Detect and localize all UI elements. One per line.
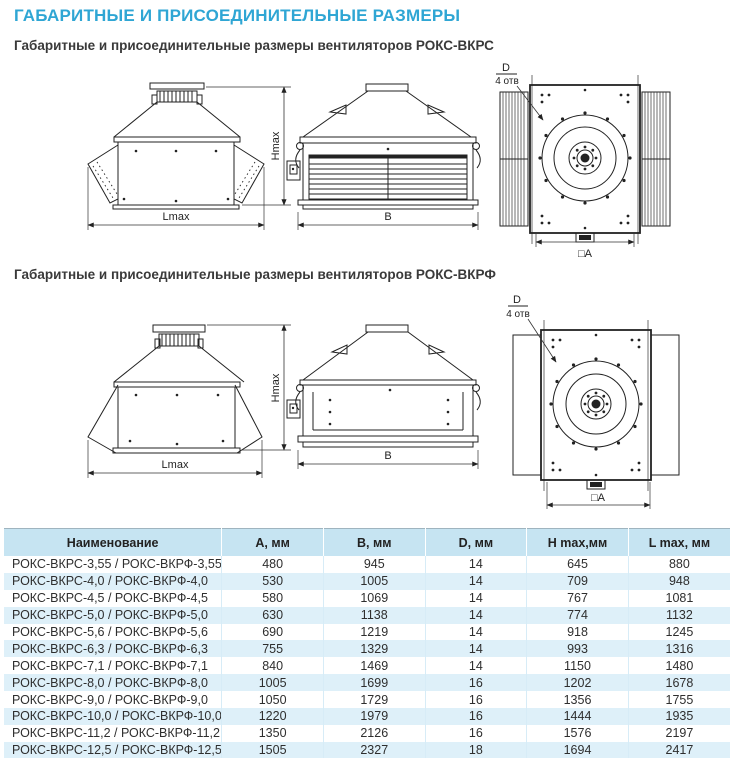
cell-dimension-value: 630: [222, 607, 324, 624]
table-row: [4, 556, 730, 573]
table-row: [4, 691, 730, 708]
cell-dimension-value: 1316: [628, 640, 730, 657]
col-header-lmax: L max, мм: [628, 529, 730, 557]
cell-dimension-value: 1694: [527, 742, 629, 758]
vkrf-top-view: [506, 294, 679, 509]
cell-dimension-value: 1935: [628, 708, 730, 725]
cell-dimension-value: 14: [425, 657, 527, 674]
col-header-b: B, мм: [323, 529, 425, 557]
cell-dimension-value: 2327: [323, 742, 425, 758]
cell-dimension-value: 14: [425, 607, 527, 624]
vkrs-top-view: [495, 62, 670, 260]
vkrf-front-view: [88, 325, 291, 478]
section-vkrs-subtitle: Габаритные и присоединительные размеры вентиляторов РОКС-ВКРС: [14, 38, 494, 53]
cell-dimension-value: 690: [222, 624, 324, 641]
vkrs-hmax-label: Hmax: [270, 131, 282, 161]
cell-dimension-value: 1245: [628, 624, 730, 641]
cell-dimension-value: 840: [222, 657, 324, 674]
cell-dimension-value: 767: [527, 590, 629, 607]
vkrs-a-label: □A: [578, 248, 592, 260]
vkrf-drawings: [0, 288, 734, 520]
cell-dimension-value: 945: [323, 556, 425, 573]
col-header-d: D, мм: [425, 529, 527, 557]
vkrs-side-view: [287, 84, 480, 230]
cell-dimension-value: 14: [425, 556, 527, 573]
cell-dimension-value: 1220: [222, 708, 324, 725]
cell-model-name: РОКС-ВКРС-9,0 / РОКС-ВКРФ-9,0: [12, 692, 208, 707]
cell-dimension-value: 16: [425, 691, 527, 708]
col-header-a: A, мм: [222, 529, 324, 557]
cell-dimension-value: 1069: [323, 590, 425, 607]
cell-dimension-value: 1505: [222, 742, 324, 758]
cell-dimension-value: 1081: [628, 590, 730, 607]
cell-dimension-value: 880: [628, 556, 730, 573]
table-row: [4, 742, 730, 758]
dimensions-table-wrap: [4, 528, 730, 758]
cell-dimension-value: 1979: [323, 708, 425, 725]
cell-dimension-value: 948: [628, 573, 730, 590]
cell-dimension-value: 1356: [527, 691, 629, 708]
cell-model-name: РОКС-ВКРС-7,1 / РОКС-ВКРФ-7,1: [12, 658, 208, 673]
cell-dimension-value: 2197: [628, 725, 730, 742]
cell-dimension-value: 1329: [323, 640, 425, 657]
cell-dimension-value: 2126: [323, 725, 425, 742]
cell-dimension-value: 14: [425, 573, 527, 590]
vkrf-side-view: [287, 325, 480, 469]
cell-dimension-value: 580: [222, 590, 324, 607]
cell-dimension-value: 14: [425, 624, 527, 641]
cell-dimension-value: 1350: [222, 725, 324, 742]
vkrf-d-label: D: [513, 294, 521, 306]
cell-dimension-value: 1444: [527, 708, 629, 725]
vkrf-a-label: □A: [591, 492, 605, 504]
vkrf-holes-label: 4 отв: [506, 309, 530, 320]
cell-dimension-value: 2417: [628, 742, 730, 758]
cell-dimension-value: 1678: [628, 674, 730, 691]
col-header-name: Наименование: [4, 529, 222, 557]
cell-dimension-value: 16: [425, 708, 527, 725]
table-row: [4, 607, 730, 624]
cell-dimension-value: 1005: [323, 573, 425, 590]
cell-model-name: РОКС-ВКРС-6,3 / РОКС-ВКРФ-6,3: [12, 641, 208, 656]
dimensions-table: [4, 528, 730, 758]
cell-dimension-value: 1729: [323, 691, 425, 708]
cell-dimension-value: 709: [527, 573, 629, 590]
vkrs-front-view: [88, 83, 291, 230]
cell-dimension-value: 1005: [222, 674, 324, 691]
table-body: [4, 556, 730, 758]
cell-dimension-value: 530: [222, 573, 324, 590]
cell-dimension-value: 1202: [527, 674, 629, 691]
table-row: [4, 640, 730, 657]
cell-dimension-value: 14: [425, 590, 527, 607]
cell-dimension-value: 1138: [323, 607, 425, 624]
cell-dimension-value: 1132: [628, 607, 730, 624]
cell-dimension-value: 18: [425, 742, 527, 758]
vkrf-b-label: B: [384, 450, 392, 462]
cell-dimension-value: 774: [527, 607, 629, 624]
table-row: [4, 674, 730, 691]
cell-dimension-value: 1699: [323, 674, 425, 691]
cell-dimension-value: 918: [527, 624, 629, 641]
table-header-row: [4, 529, 730, 557]
col-header-hmax: H max,мм: [527, 529, 629, 557]
table-row: [4, 624, 730, 641]
cell-dimension-value: 1050: [222, 691, 324, 708]
cell-dimension-value: 480: [222, 556, 324, 573]
cell-model-name: РОКС-ВКРС-3,55 / РОКС-ВКРФ-3,55: [12, 557, 222, 572]
vkrs-holes-label: 4 отв: [495, 76, 519, 87]
cell-dimension-value: 755: [222, 640, 324, 657]
table-row: [4, 657, 730, 674]
section-vkrf-subtitle: Габаритные и присоединительные размеры вентиляторов РОКС-ВКРФ: [14, 267, 496, 282]
vkrf-lmax-label: Lmax: [161, 459, 189, 471]
cell-dimension-value: 1576: [527, 725, 629, 742]
cell-model-name: РОКС-ВКРС-11,2 / РОКС-ВКРФ-11,2: [12, 726, 220, 741]
vkrs-b-label: B: [384, 211, 392, 223]
cell-dimension-value: 14: [425, 640, 527, 657]
cell-model-name: РОКС-ВКРС-5,6 / РОКС-ВКРФ-5,6: [12, 625, 208, 639]
table-row: [4, 590, 730, 607]
cell-dimension-value: 993: [527, 640, 629, 657]
cell-dimension-value: 16: [425, 674, 527, 691]
cell-dimension-value: 645: [527, 556, 629, 573]
vkrs-d-label: D: [502, 62, 510, 74]
cell-dimension-value: 1755: [628, 691, 730, 708]
cell-dimension-value: 1150: [527, 657, 629, 674]
cell-dimension-value: 1480: [628, 657, 730, 674]
vkrf-hmax-label: Hmax: [270, 373, 282, 403]
cell-model-name: РОКС-ВКРС-8,0 / РОКС-ВКРФ-8,0: [12, 675, 208, 690]
table-row: [4, 725, 730, 742]
cell-model-name: РОКС-ВКРС-10,0 / РОКС-ВКРФ-10,0: [12, 709, 222, 724]
table-row: [4, 708, 730, 725]
cell-dimension-value: 1219: [323, 624, 425, 641]
vkrs-drawings: [0, 58, 734, 267]
cell-model-name: РОКС-ВКРС-4,0 / РОКС-ВКРФ-4,0: [12, 574, 208, 589]
cell-model-name: РОКС-ВКРС-5,0 / РОКС-ВКРФ-5,0: [12, 608, 208, 623]
cell-model-name: РОКС-ВКРС-4,5 / РОКС-ВКРФ-4,5: [12, 591, 208, 606]
cell-dimension-value: 16: [425, 725, 527, 742]
cell-dimension-value: 1469: [323, 657, 425, 674]
cell-model-name: РОКС-ВКРС-12,5 / РОКС-ВКРФ-12,5: [12, 743, 222, 758]
page-title: ГАБАРИТНЫЕ И ПРИСОЕДИНИТЕЛЬНЫЕ РАЗМЕРЫ: [14, 6, 461, 25]
vkrs-lmax-label: Lmax: [162, 211, 190, 223]
table-row: [4, 573, 730, 590]
